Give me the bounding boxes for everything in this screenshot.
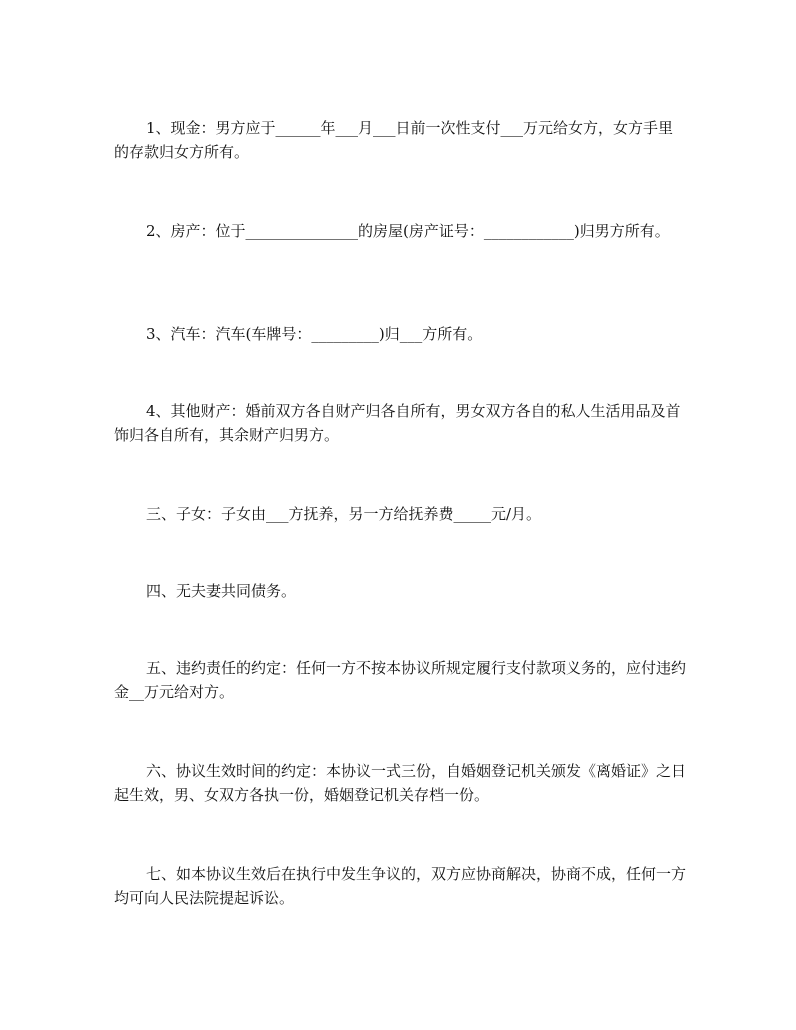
clause-debts: 四、无夫妻共同债务。 xyxy=(146,582,297,600)
clause-car: 3、汽车：汽车(车牌号：_________)归___方所有。 xyxy=(146,325,483,343)
clause-effective-date: 六、协议生效时间的约定：本协议一式三份，自婚姻登记机关颁发《离婚证》之日起生效，男、女双方各执一份，婚姻登记机关存档一份。 xyxy=(114,762,687,804)
clause-disputes: 七、如本协议生效后在执行中发生争议的，双方应协商解决，协商不成，任何一方均可向人民法院提起诉讼。 xyxy=(114,865,687,907)
clause-children: 三、子女：子女由___方抚养，另一方给抚养费_____元/月。 xyxy=(146,505,542,523)
clause-cash: 1、现金：男方应于______年___月___日前一次性支付___万元给女方，女方手里的存款归女方所有。 xyxy=(114,119,674,161)
clause-other-assets: 4、其他财产：婚前双方各自财产归各自所有，男女双方各自的私人生活用品及首饰归各自所有，其余财产归男方。 xyxy=(114,402,681,444)
clause-property: 2、房产：位于_______________的房屋(房产证号：____________)归男方所有。 xyxy=(146,222,670,240)
clause-breach: 五、违约责任的约定：任何一方不按本协议所规定履行支付款项义务的，应付违约金__万元给对方。 xyxy=(114,659,687,701)
